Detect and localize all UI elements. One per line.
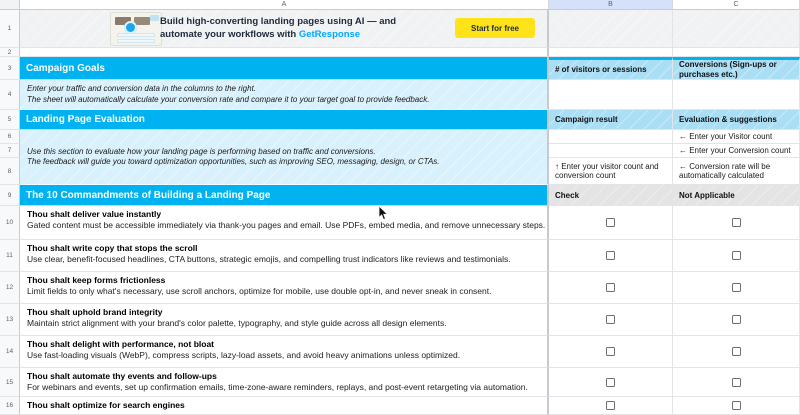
sheet-corner[interactable] xyxy=(0,0,20,10)
commandment-5-title: Thou shalt delight with performance, not bloat xyxy=(27,339,214,349)
commandment-4-cell[interactable] xyxy=(20,304,549,336)
thumbnail-form-row xyxy=(117,33,155,37)
cell-a4-campaign-instructions[interactable] xyxy=(20,80,549,110)
commandment-4-description: Maintain strict alignment with your brand's color palette, typography, and style guide across all design elements. xyxy=(27,318,447,328)
commandment-6-na-cell[interactable] xyxy=(673,368,800,397)
cell-c8-rate-hint[interactable]: ← Conversion rate will be automatically calculated xyxy=(673,158,800,185)
row-number-7[interactable]: 7 xyxy=(0,144,20,158)
commandment-3-check-cell[interactable] xyxy=(549,272,673,304)
column-header-b[interactable] xyxy=(549,0,673,10)
column-header-a[interactable] xyxy=(20,0,549,10)
section-ten-commandments[interactable] xyxy=(20,185,549,206)
commandment-5-description: Use fast-loading visuals (WebP), compress scripts, lazy-load assets, and avoid heavy animations unless optimized. xyxy=(27,350,461,360)
commandment-2-description: Use clear, benefit-focused headlines, CTA buttons, strategic emojis, and compelling trust indicators like reviews and testimonials. xyxy=(27,254,511,264)
section-landing-page-evaluation[interactable] xyxy=(20,110,549,130)
commandment-3-cell[interactable] xyxy=(20,272,549,304)
cell-a2[interactable] xyxy=(20,48,549,57)
commandment-2-na-cell[interactable] xyxy=(673,240,800,272)
row-number-3[interactable]: 3 xyxy=(0,57,20,80)
cell-a6-evaluation-instructions[interactable] xyxy=(20,130,549,185)
checkbox[interactable] xyxy=(732,251,741,260)
commandment-1-title: Thou shalt deliver value instantly xyxy=(27,209,162,219)
row-number-6[interactable]: 6 xyxy=(0,130,20,144)
commandment-2-title: Thou shalt write copy that stops the scroll xyxy=(27,243,198,253)
row-number-8[interactable]: 8 xyxy=(0,158,20,185)
banner-title-line2: automate your workflows with xyxy=(160,29,299,40)
commandment-4-title: Thou shalt uphold brand integrity xyxy=(27,307,163,317)
row-number-12[interactable]: 12 xyxy=(0,272,20,304)
commandment-6-check-cell[interactable] xyxy=(549,368,673,397)
cell-b2[interactable] xyxy=(549,48,673,57)
commandment-7-title: Thou shalt optimize for search engines xyxy=(27,400,185,410)
checkbox[interactable] xyxy=(606,378,615,387)
banner-title-line1: Build high-converting landing pages using AI — and xyxy=(160,16,397,27)
row-number-16[interactable]: 16 xyxy=(0,397,20,415)
checkbox[interactable] xyxy=(732,401,741,410)
cell-a1-banner[interactable] xyxy=(20,10,549,48)
commandment-6-description: For webinars and events, set up confirmation emails, time-zone-aware reminders, replays, and post-event retargeting via automation. xyxy=(27,382,528,392)
commandment-7-check-cell[interactable] xyxy=(549,397,673,415)
commandment-6-cell[interactable] xyxy=(20,368,549,397)
section-evaluation-title: Landing Page Evaluation xyxy=(26,114,145,125)
row-number-9[interactable]: 9 xyxy=(0,185,20,206)
commandment-6-title: Thou shalt automate thy events and follow-ups xyxy=(27,371,217,381)
row-number-1[interactable]: 1 xyxy=(0,10,20,48)
cell-c5-evaluation-header[interactable]: Evaluation & suggestions xyxy=(673,110,800,130)
campaign-instructions-line2: The sheet will automatically calculate your conversion rate and compare it to your target goal to provide feedback. xyxy=(27,94,430,104)
cell-b3-visitors-header[interactable]: # of visitors or sessions xyxy=(549,57,673,80)
commandment-7-na-cell[interactable] xyxy=(673,397,800,415)
checkbox[interactable] xyxy=(732,347,741,356)
cell-c6-visitor-hint[interactable]: ← Enter your Visitor count xyxy=(673,130,800,144)
commandment-2-cell[interactable] xyxy=(20,240,549,272)
row-number-14[interactable]: 14 xyxy=(0,336,20,368)
commandment-5-check-cell[interactable] xyxy=(549,336,673,368)
cell-c1[interactable] xyxy=(673,10,800,48)
checkbox[interactable] xyxy=(606,251,615,260)
commandment-4-na-cell[interactable] xyxy=(673,304,800,336)
commandment-1-description: Gated content must be accessible immediately via thank-you pages and email. Use PDFs, embed media, and remove unnecessary steps. xyxy=(27,220,546,230)
commandment-7-cell[interactable] xyxy=(20,397,549,415)
checkbox[interactable] xyxy=(732,283,741,292)
checkbox[interactable] xyxy=(606,283,615,292)
checkbox[interactable] xyxy=(732,378,741,387)
commandment-2-check-cell[interactable] xyxy=(549,240,673,272)
row-number-13[interactable]: 13 xyxy=(0,304,20,336)
column-header-a-label: A xyxy=(281,1,287,8)
commandment-1-cell[interactable] xyxy=(20,206,549,240)
section-campaign-goals[interactable] xyxy=(20,57,549,80)
checkbox[interactable] xyxy=(606,315,615,324)
banner-thumbnail xyxy=(110,12,162,46)
commandment-5-cell[interactable] xyxy=(20,336,549,368)
row-number-2[interactable]: 2 xyxy=(0,48,20,57)
brand-name: GetResponse xyxy=(298,29,361,40)
commandment-4-check-cell[interactable] xyxy=(549,304,673,336)
checkbox[interactable] xyxy=(606,401,615,410)
checkbox[interactable] xyxy=(606,218,615,227)
row-number-11[interactable]: 11 xyxy=(0,240,20,272)
checkbox[interactable] xyxy=(732,218,741,227)
cell-c9-not-applicable-header[interactable]: Not Applicable xyxy=(673,185,800,206)
section-ten-commandments-title: The 10 Commandments of Building a Landing Page xyxy=(26,189,271,201)
column-header-c-label: C xyxy=(733,1,739,8)
section-campaign-goals-title: Campaign Goals xyxy=(26,62,105,74)
row-number-5[interactable]: 5 xyxy=(0,110,20,130)
cell-b6[interactable] xyxy=(549,130,673,144)
row-number-10[interactable]: 10 xyxy=(0,206,20,240)
checkbox[interactable] xyxy=(732,315,741,324)
cell-b5-campaign-result-header[interactable]: Campaign result xyxy=(549,110,673,130)
commandment-3-title: Thou shalt keep forms frictionless xyxy=(27,275,166,285)
cell-b9-check-header[interactable]: Check xyxy=(549,185,673,206)
cell-c4-conversions-input[interactable] xyxy=(673,80,800,110)
evaluation-instructions-line1: Use this section to evaluate how your landing page is performing based on traffic and conversions. xyxy=(27,146,376,156)
banner-title xyxy=(160,15,460,41)
cell-b1[interactable] xyxy=(549,10,673,48)
cell-c3-conversions-header[interactable]: Conversions (Sign-ups or purchases etc.) xyxy=(673,57,800,80)
checkbox[interactable] xyxy=(606,347,615,356)
evaluation-instructions-line2: The feedback will guide you toward optimization opportunities, such as improving SEO, messaging, design, or CTAs. xyxy=(27,157,440,166)
column-header-c[interactable] xyxy=(673,0,800,10)
row-number-4[interactable]: 4 xyxy=(0,80,20,110)
campaign-instructions-line1: Enter your traffic and conversion data in the columns to the right. xyxy=(27,84,257,93)
start-for-free-button[interactable]: Start for free xyxy=(455,18,535,38)
column-header-b-label: B xyxy=(608,1,613,8)
thumbnail-widget-block xyxy=(150,15,159,21)
cell-c2[interactable] xyxy=(673,48,800,57)
row-number-15[interactable]: 15 xyxy=(0,368,20,397)
commandment-3-description: Limit fields to only what's necessary, use scroll anchors, optimize for mobile, use double opt-in, and never sneak in consent. xyxy=(27,286,492,296)
cell-c7-conversion-hint[interactable]: ← Enter your Conversion count xyxy=(673,144,800,158)
commandment-3-na-cell[interactable] xyxy=(673,272,800,304)
cell-b8-enter-counts-hint[interactable]: ↑ Enter your visitor count and conversion count xyxy=(549,158,673,185)
commandment-5-na-cell[interactable] xyxy=(673,336,800,368)
commandment-1-check-cell[interactable] xyxy=(549,206,673,240)
thumbnail-form-row xyxy=(117,39,155,43)
cell-b7[interactable] xyxy=(549,144,673,158)
commandment-1-na-cell[interactable] xyxy=(673,206,800,240)
cell-b4-visitors-input[interactable] xyxy=(549,80,673,110)
